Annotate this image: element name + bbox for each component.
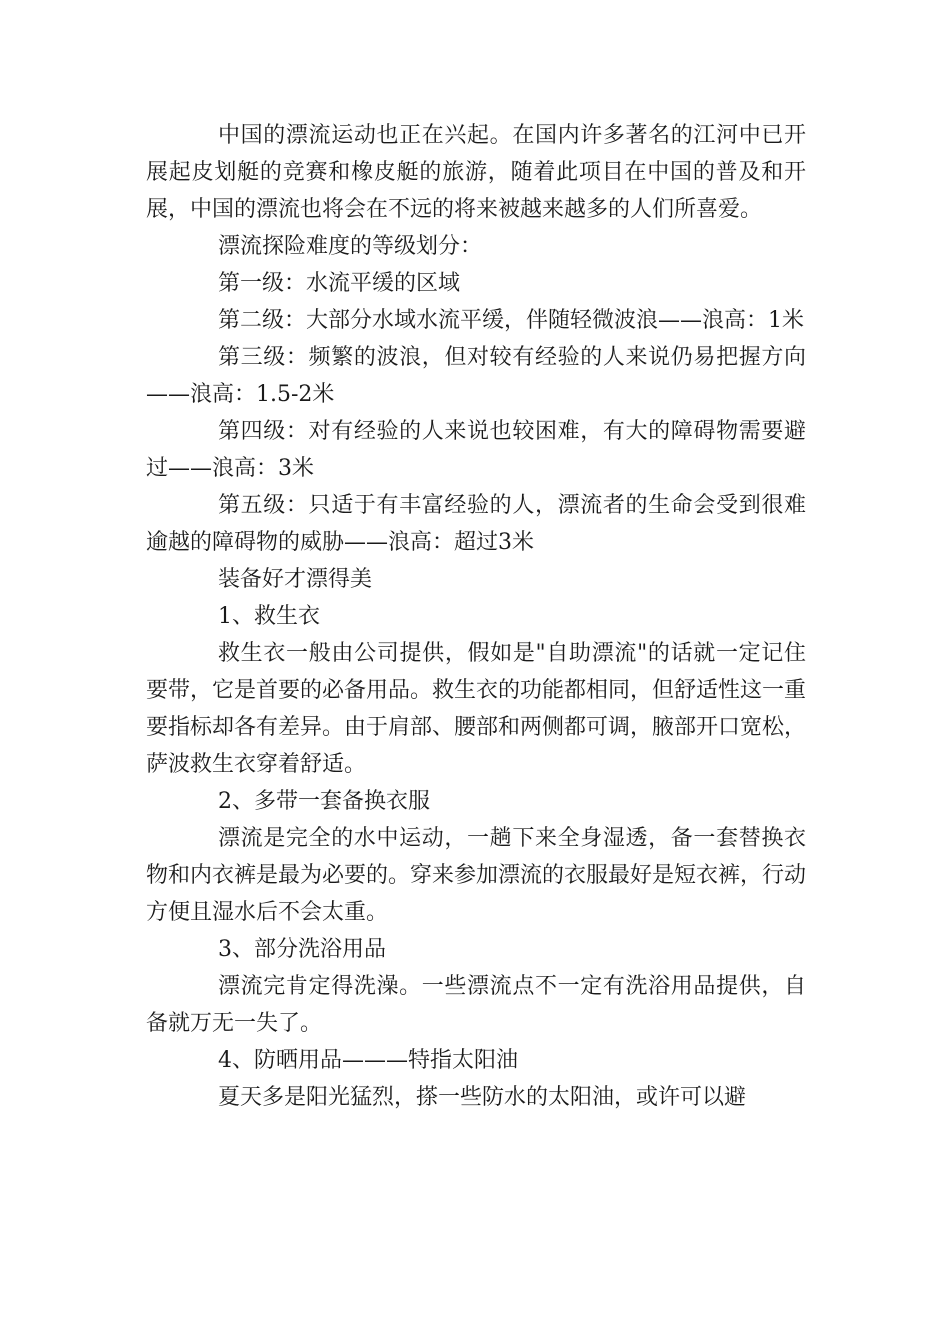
item-clothes-heading: 2、多带一套备换衣服 [218, 789, 430, 814]
level-three: 第三级：频繁的波浪，但对较有经验的人来说仍易把握方向——浪高：1.5-2米 [146, 345, 806, 407]
difficulty-heading: 漂流探险难度的等级划分： [218, 234, 483, 259]
item-toiletries-text: 漂流完肯定得洗澡。一些漂流点不一定有洗浴用品提供，自备就万无一失了。 [146, 974, 806, 1036]
equipment-heading: 装备好才漂得美 [218, 567, 373, 592]
level-five: 第五级：只适于有丰富经验的人，漂流者的生命会受到很难逾越的障碍物的威胁——浪高：超过3米 [146, 493, 806, 555]
item-sunscreen-heading: 4、防晒用品———特指太阳油 [218, 1048, 518, 1073]
item-clothes-text: 漂流是完全的水中运动，一趟下来全身湿透，备一套替换衣物和内衣裤是最为必要的。穿来参加漂流的衣服最好是短衣裤，行动方便且湿水后不会太重。 [146, 826, 807, 925]
level-one: 第一级：水流平缓的区域 [218, 271, 461, 296]
intro-paragraph: 中国的漂流运动也正在兴起。在国内许多著名的江河中已开展起皮划艇的竞赛和橡皮艇的旅游，随着此项目在中国的普及和开展，中国的漂流也将会在不远的将来被越来越多的人们所喜爱。 [146, 123, 806, 222]
item-sunscreen-text: 夏天多是阳光猛烈，搽一些防水的太阳油，或许可以避 [218, 1085, 747, 1110]
level-four: 第四级：对有经验的人来说也较困难，有大的障碍物需要避过——浪高：3米 [146, 419, 806, 481]
level-two: 第二级：大部分水域水流平缓，伴随轻微波浪——浪高：1米 [218, 308, 804, 333]
document-body [146, 117, 806, 1116]
item-life-jacket-text: 救生衣一般由公司提供，假如是"自助漂流"的话就一定记住要带，它是首要的必备用品。救生衣的功能都相同，但舒适性这一重要指标却各有差异。由于肩部、腰部和两侧都可调，腋部开口宽松，萨波救生衣穿着舒适。 [146, 641, 807, 777]
item-toiletries-heading: 3、部分洗浴用品 [218, 937, 386, 962]
item-life-jacket-heading: 1、救生衣 [218, 604, 320, 629]
